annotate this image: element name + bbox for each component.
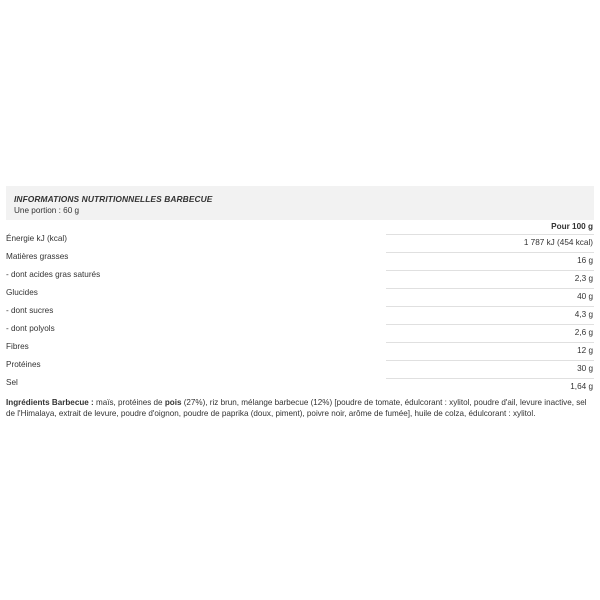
ingredients-text <box>6 398 594 419</box>
nutrition-row-polyols <box>6 324 594 342</box>
nutrition-row-sugars <box>6 306 594 324</box>
nutrient-name: Énergie kJ (kcal) <box>6 234 67 243</box>
column-header <box>6 220 594 234</box>
nutrition-table <box>6 234 594 396</box>
nutrient-value: 2,6 g <box>574 328 593 337</box>
row-divider <box>386 234 594 235</box>
nutrient-name: Glucides <box>6 288 38 297</box>
ingredients-allergen: pois <box>164 398 182 407</box>
nutrient-name: - dont acides gras saturés <box>6 270 101 279</box>
row-divider <box>386 270 594 271</box>
nutrient-value: 4,3 g <box>574 310 593 319</box>
row-divider <box>386 252 594 253</box>
row-divider <box>386 324 594 325</box>
row-divider <box>386 378 594 379</box>
nutrition-row-saturated-fat <box>6 270 594 288</box>
nutrition-row-energy <box>6 234 594 252</box>
nutrition-header <box>6 186 594 220</box>
nutrition-row-salt <box>6 378 594 396</box>
nutrition-title: INFORMATIONS NUTRITIONNELLES BARBECUE <box>14 194 213 204</box>
nutrition-panel <box>6 186 594 419</box>
nutrient-name: Fibres <box>6 342 29 351</box>
nutrition-row-protein <box>6 360 594 378</box>
portion-size: Une portion : 60 g <box>14 206 80 215</box>
nutrition-row-fat <box>6 252 594 270</box>
nutrient-value: 1 787 kJ (454 kcal) <box>523 238 593 247</box>
nutrient-name: - dont sucres <box>6 306 54 315</box>
nutrition-row-fibre <box>6 342 594 360</box>
nutrient-value: 16 g <box>577 256 593 265</box>
nutrient-value: 1,64 g <box>570 382 593 391</box>
per-100g-header: Pour 100 g <box>551 222 593 231</box>
row-divider <box>386 306 594 307</box>
nutrient-name: - dont polyols <box>6 324 55 333</box>
nutrient-name: Protéines <box>6 360 41 369</box>
nutrition-row-carbohydrates <box>6 288 594 306</box>
nutrient-value: 2,3 g <box>574 274 593 283</box>
row-divider <box>386 342 594 343</box>
row-divider <box>386 360 594 361</box>
nutrient-value: 30 g <box>577 364 593 373</box>
nutrient-value: 40 g <box>577 292 593 301</box>
ingredients-part-2: (27%), riz brun, mélange barbecue (12%) [poudre de tomate, édulcorant : xylitol, poudre d'ail, levure inactive, sel de l'Himalaya, extrait de levure, poudre d'oignon, poudre de paprika (doux, piment), poivre noir, arôme de fumée], huile de colza, édulcorant : xylitol. <box>6 398 587 418</box>
ingredients-label: Ingrédients Barbecue : <box>6 398 94 407</box>
row-divider <box>386 288 594 289</box>
nutrient-name: Matières grasses <box>6 252 69 261</box>
nutrient-value: 12 g <box>577 346 593 355</box>
nutrient-name: Sel <box>6 378 18 387</box>
ingredients-part-1: maïs, protéines de <box>93 398 165 407</box>
